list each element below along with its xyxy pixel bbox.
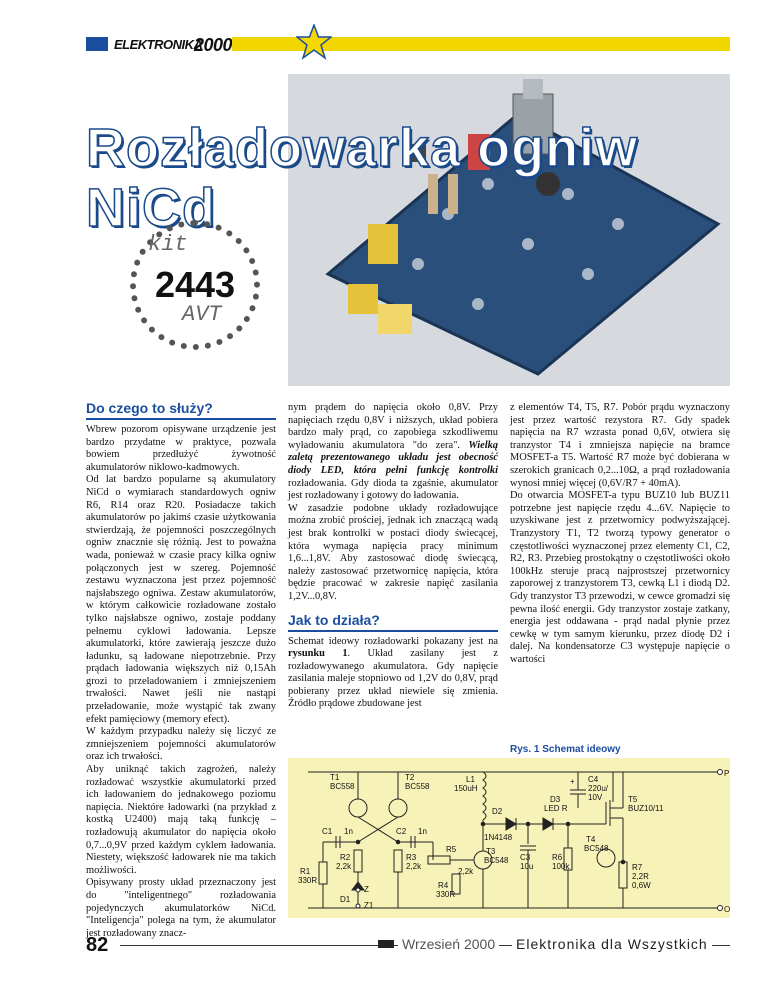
label-T4: T4 <box>586 835 596 844</box>
text-run: . Układ zasilany jest z rozładowywanego akumulatora. Gdy napięcie zasilania maleje stopniowo od 1,2V do 0,8V, prąd pobierany przez układ niewiele się zmienia. Źródło prądowe zbudowane jest <box>288 648 498 710</box>
label-T1: T1 <box>330 773 340 782</box>
text-run: Schemat ideowy rozładowarki pokazany jest na <box>288 635 498 647</box>
heading-rule <box>86 418 276 420</box>
label-D2: D2 <box>492 807 503 816</box>
label-R1-value: 330R <box>298 876 318 885</box>
label-D3-value: LED R <box>544 804 568 813</box>
column-1-text <box>86 424 276 940</box>
label-R2-value: 2,2k <box>336 862 352 871</box>
avt-label: AVT <box>182 302 222 327</box>
section-heading-how-it-works: Jak to działa? <box>288 611 380 628</box>
footer-magazine: Elektronika dla Wszystkich <box>512 936 712 952</box>
label-L1-value: 150uH <box>454 784 478 793</box>
label-C4: C4 <box>588 775 599 784</box>
schematic-diagram <box>288 762 730 914</box>
label-D3: D3 <box>550 795 561 804</box>
section-what-for <box>86 400 276 940</box>
label-T3: T3 <box>486 847 496 856</box>
text-run: nym prądem do napięcia około 0,8V. Przy napięciach rzędu 0,8V i niższych, układ pobiera bardzo mały prąd, co zapobiega szkodliwemu wyładowaniu akumulatora "do zera". <box>288 402 498 451</box>
column-2-text-b <box>288 636 498 712</box>
paragraph <box>288 402 498 503</box>
page-number: 82 <box>86 934 109 956</box>
star-icon <box>296 24 332 60</box>
svg-text:2000: 2000 <box>194 35 232 55</box>
label-O: O <box>724 905 730 914</box>
label-P: P <box>724 769 730 778</box>
label-C2: C2 <box>396 827 407 836</box>
figure-ref: rysunku 1 <box>288 648 348 660</box>
label-R4-value: 330R <box>436 890 456 899</box>
section-heading-what-for: Do czego to służy? <box>86 400 213 416</box>
paragraph: Do otwarcia MOSFET-a typu BUZ10 lub BUZ11 potrzebne jest napięcie rzędu 4...6V. Napięcie to uzyskiwane jest z przetwornicy podwyższającej. Tranzystory T1, T2 tworzą typowy generator o częstotliwości wyznaczonej przez elementy C1, C2, R2, R3. Przebieg prostokątny o częstotliwości około 100kHz steruje pracą najprostszej przetwornicy zaporowej z tranzystorem T3, cewką L1 i diodą D2. Gdy tranzystor T3 przewodzi, w cewce gromadzi się pewna ilość energii. Gdy tranzystor zostaje zatkany, energia jest oddawana - prąd nadal płynie przez cewkę w tym samym kierunku, przez diodę D2 i dalej. Na kondensatorze C3 występuje napięcie o wartości <box>510 490 730 665</box>
svg-text:ELEKTRONIKA: ELEKTRONIKA <box>114 37 203 52</box>
label-R7-value-2: 0,6W <box>632 881 651 890</box>
label-R3-value: 2,2k <box>406 862 422 871</box>
column-2 <box>288 402 498 711</box>
label-R6-value: 100k <box>552 862 570 871</box>
label-R6: R6 <box>552 853 563 862</box>
label-C2-value: 1n <box>418 827 427 836</box>
column-3-text <box>510 402 730 666</box>
label-R7-value: 2,2R <box>632 872 649 881</box>
label-R7: R7 <box>632 863 643 872</box>
label-T2: T2 <box>405 773 415 782</box>
column-3 <box>510 402 730 755</box>
label-C3: C3 <box>520 853 531 862</box>
footer-marker <box>378 940 394 948</box>
header-blue-bar <box>86 37 108 51</box>
paragraph: Aby uniknąć takich zagrożeń, należy rozładować wszystkie akumulatorki przed ich ładowaniem do jednakowego poziomu napięcia. Niektóre ładowarki (na przykład z kostką U2400) mają taką funkcję – rozładowują akumulator do napięcia około 0,7...0,9V przed każdym cyklem ładowania. Niestety, większość ładowarek nie ma takich możliwości. <box>86 764 276 876</box>
label-R4: R4 <box>438 881 449 890</box>
label-T5: T5 <box>628 795 638 804</box>
paragraph: z elementów T4, T5, R7. Pobór prądu wyznaczony jest przez wartość rezystora R7. Gdy spadek napięcia na R7 wzrasta ponad 0,6V, otwiera się tranzystor T4 i zmniejsza napięcie na bramce MOSFET-a T5. Wartość R7 może być dobierana w szerokich granicach 0,2...10Ω, a prąd rozładowania wynosi mniej więcej (0,6V/R7 + 40mA). <box>510 402 730 489</box>
paragraph: Od lat bardzo popularne są akumulatory NiCd o wymiarach standardowych ogniw R6, R14 oraz R20. Posiadacze takich akumulatorów po jakimś czasie użytkowania stwierdzają, że pojemności poszczególnych ogniw znacznie się różnią. Jest to poważna wada, ponieważ w czasie pracy kilka ogniw połączonych jest w szereg. Pojemność zestawu wyznaczona jest przez pojemność najsłabszego ogniwa. Zestaw akumulatorów, w którym całkowicie rozładowane zostało tylko najsłabsze ogniwo, zostaje poddany pełnemu cyklowi ładowania. Lepsze akumulatorki, które zawierają jeszcze dużo ładunku, są ładowane niepotrzebnie. Przy prądach ładowania większych niż 0,15Ah grozi to przeładowaniem i zmniejszeniem trwałości. Nawet jeśli nie nastąpi przeładowanie, może wystąpić tak zwany efekt pamięciowy (memory efect). <box>86 474 276 725</box>
footer-month: Wrzesień 2000 <box>398 936 499 952</box>
label-T4-value: BC548 <box>584 844 609 853</box>
label-plus: + <box>570 777 575 786</box>
label-R3: R3 <box>406 853 417 862</box>
label-C4-value-2: 10V <box>588 793 603 802</box>
column-2-text <box>288 402 498 604</box>
label-C3-value: 10u <box>520 862 534 871</box>
kit-label: kit <box>148 232 188 257</box>
label-T3-value: BC548 <box>484 856 509 865</box>
paragraph: W zasadzie podobne układy rozładowujące można zrobić prościej, jednak ich znaczącą wadą jest brak kontrolki w postaci diody świecącej, która wymaga napięcia pracy minimum 1,6...1,8V. Aby zastosować diodę świecącą, należy zastosować przetwornicę napięcia, która będzie pracować w zakresie napięć zasilania 1,2V...0,8V. <box>288 502 498 602</box>
article-title: Rozładowarka ogniw NiCd <box>86 118 639 238</box>
label-T1-value: BC558 <box>330 782 355 791</box>
label-Z: Z <box>364 885 369 894</box>
paragraph: Wbrew pozorom opisywane urządzenie jest bardzo przydatne w praktyce, pozwala bowiem przedłużyć żywotność akumulatorów niklowo-kadmowych. <box>86 424 276 473</box>
label-R2: R2 <box>340 853 351 862</box>
label-R5: R5 <box>446 845 457 854</box>
figure-caption: Rys. 1 Schemat ideowy <box>510 744 621 755</box>
paragraph: Opisywany prosty układ przeznaczony jest do "inteligentnego" rozładowania pojedynczych akumulatorków NiCd. "Inteligencja" polega na tym, że akumulator jest rozładowany znacz- <box>86 877 276 939</box>
magazine-logo <box>112 30 232 56</box>
label-Z1: Z1 <box>364 901 374 910</box>
label-R1: R1 <box>300 867 311 876</box>
label-D2-value: 1N4148 <box>484 833 513 842</box>
label-D1: D1 <box>340 895 351 904</box>
label-T2-value: BC558 <box>405 782 430 791</box>
label-C1-value: 1n <box>344 827 353 836</box>
label-L1: L1 <box>466 775 475 784</box>
label-T5-value: BUZ10/11 <box>628 804 664 813</box>
kit-number: 2443 <box>154 264 236 305</box>
text-run: rozładowania. Gdy dioda ta zgaśnie, akumulator jest rozładowany i gotowy do ładowania. <box>288 477 498 502</box>
paragraph <box>288 636 498 712</box>
label-C4-value: 220u/ <box>588 784 609 793</box>
label-C1: C1 <box>322 827 333 836</box>
emphasis-text: Wielką zaletą prezentowanego układu jest obecność diody LED, która pełni funkcję kontrolki <box>288 439 498 476</box>
paragraph: W każdym przypadku należy się liczyć ze zmniejszeniem pojemności akumulatorów oraz ich trwałości. <box>86 726 276 763</box>
heading-rule <box>288 630 498 632</box>
label-R5-value: 2,2k <box>458 867 474 876</box>
